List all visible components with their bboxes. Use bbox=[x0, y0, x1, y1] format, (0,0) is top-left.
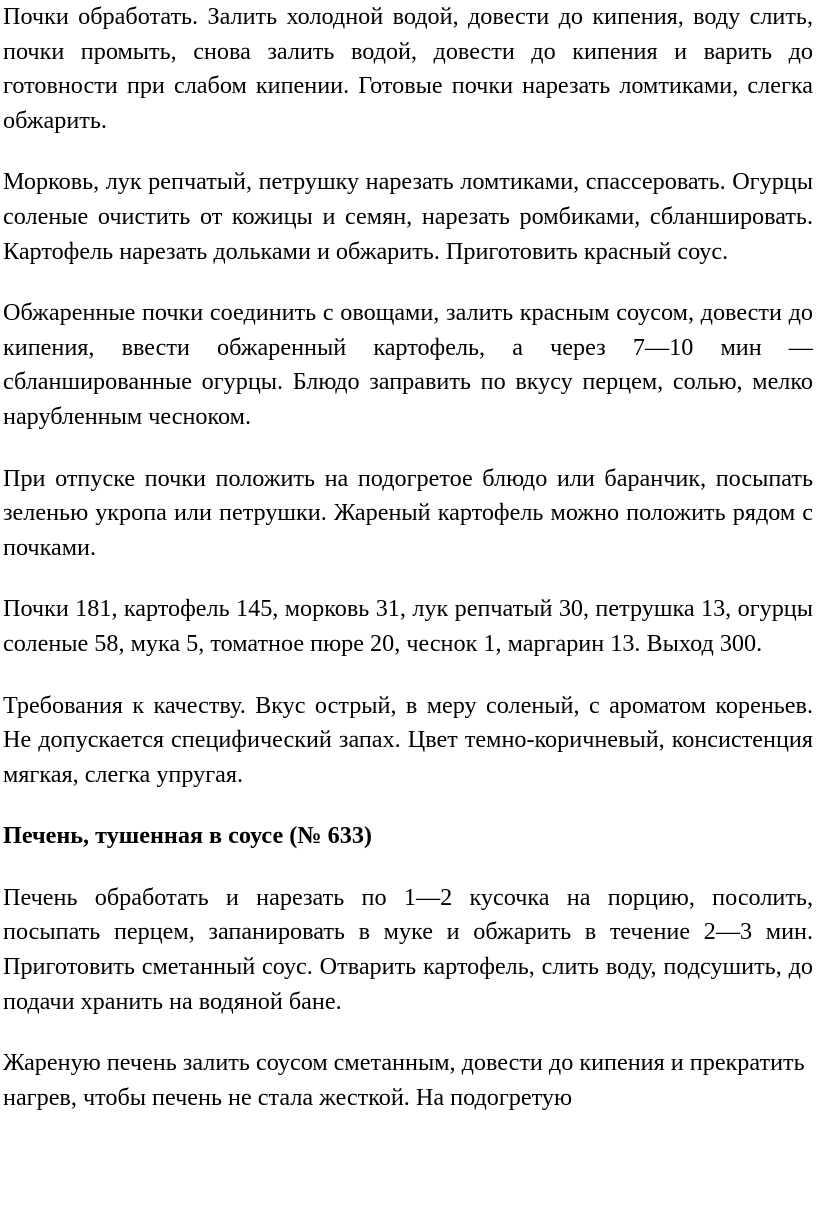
paragraph-serving: При отпуске почки положить на подогретое блюдо или баранчик, посыпать зеленью укропа или петрушки. Жареный картофель можно положить рядом с почками. bbox=[3, 464, 813, 561]
paragraph-gap bbox=[3, 269, 813, 296]
paragraph-gap bbox=[3, 792, 813, 819]
paragraph-gap bbox=[3, 662, 813, 689]
paragraph-vegetables-preparation: Морковь, лук репчатый, петрушку нарезать ломтиками, спассеровать. Огурцы соленые очистить от кожицы и семян, нарезать ромбиками, сбланшировать. Картофель нарезать дольками и обжарить. Приготовить красный соус. bbox=[3, 168, 813, 265]
paragraph-liver-preparation: Печень обработать и нарезать по 1—2 кусочка на порцию, посолить, посыпать перцем, запанировать в муке и обжарить в течение 2—3 мин. Приготовить сметанный соус. Отварить картофель, слить воду, подсушить, до подачи хранить на водяной бане. bbox=[3, 883, 813, 1015]
paragraph-ingredients: Почки 181, картофель 145, морковь 31, лук репчатый 30, петрушка 13, огурцы соленые 58, мука 5, томатное пюре 20, чеснок 1, маргарин 13. Выход 300. bbox=[3, 595, 813, 657]
paragraph-gap bbox=[3, 565, 813, 592]
paragraph-gap bbox=[3, 854, 813, 881]
paragraph-gap bbox=[3, 435, 813, 462]
paragraph-combining: Обжаренные почки соединить с овощами, залить красным соусом, довести до кипения, ввести обжаренный картофель, а через 7—10 мин — сбланшированные огурцы. Блюдо заправить по вкусу перцем, солью, мелко нарубленным чесноком. bbox=[3, 299, 813, 430]
paragraph-gap bbox=[3, 138, 813, 165]
paragraph-liver-serving: Жареную печень залить соусом сметанным, довести до кипения и прекратить нагрев, чтобы печень не стала жесткой. На подогретую bbox=[3, 1049, 805, 1111]
document-page bbox=[3, 0, 813, 1115]
paragraph-kidneys-preparation: Почки обработать. Залить холодной водой, довести до кипения, воду слить, почки промыть, снова залить водой, довести до кипения и варить до готовности при слабом кипении. Готовые почки нарезать ломтиками, слегка обжарить. bbox=[3, 3, 813, 134]
paragraph-gap bbox=[3, 1019, 813, 1046]
section-heading-liver: Печень, тушенная в соусе (№ 633) bbox=[3, 822, 372, 850]
paragraph-quality-requirements: Требования к качеству. Вкус острый, в меру соленый, с ароматом кореньев. Не допускается специфический запах. Цвет темно-коричневый, консистенция мягкая, слегка упругая. bbox=[3, 691, 813, 788]
